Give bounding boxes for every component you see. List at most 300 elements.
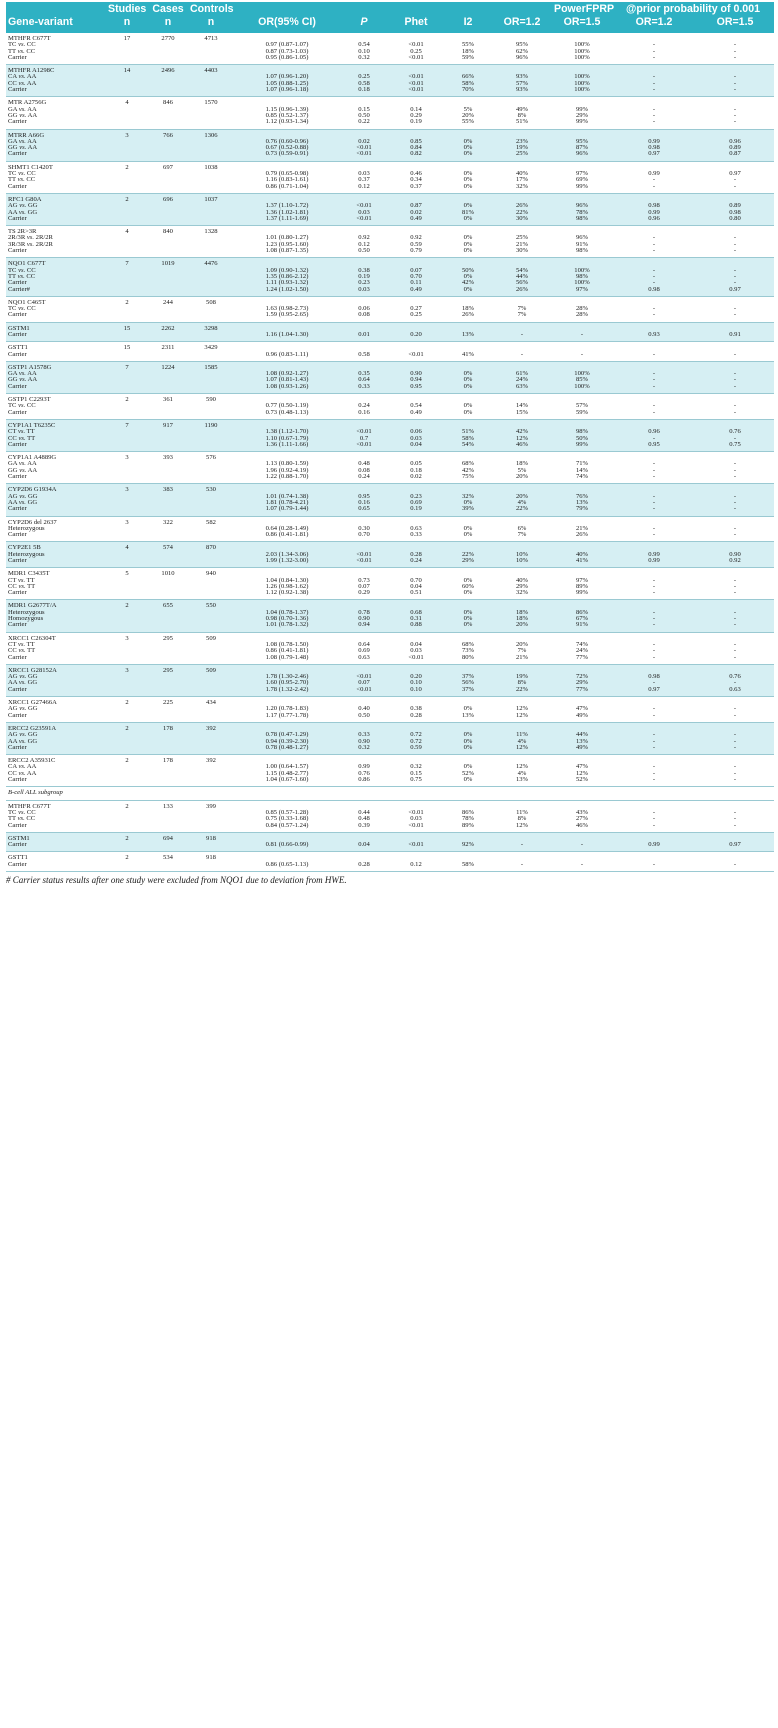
power-or15: 14% xyxy=(575,466,589,474)
comparison-label: CA vs. AA xyxy=(8,763,37,771)
p-value: 0.24 xyxy=(358,402,370,410)
power-or12: 21% xyxy=(515,240,529,248)
p-value: 0.10 xyxy=(358,47,370,55)
power-or12: 17% xyxy=(515,176,529,184)
gene-variant-name: MTR A2756G xyxy=(8,99,47,107)
i2: 0% xyxy=(444,739,492,745)
fprp-or15: - xyxy=(733,247,737,255)
power-or12: 12% xyxy=(492,745,552,755)
power-or15: 95% xyxy=(552,139,612,145)
power-or12: 15% xyxy=(515,408,529,416)
or-ci: 0.98 (0.70-1.36) xyxy=(234,616,340,622)
fprp-or12: - xyxy=(652,589,656,597)
empty-cell xyxy=(106,823,148,833)
power-or12: 14% xyxy=(515,402,529,410)
gene-variant-name: CYP1A1 A4889G xyxy=(8,454,57,462)
fprp-or15: - xyxy=(733,182,737,190)
or-ci: 1.01 (0.74-1.38) xyxy=(234,494,340,500)
cases-count: 574 xyxy=(148,542,188,552)
comparison-label: CT vs. TT xyxy=(6,429,106,435)
table-row xyxy=(6,342,774,352)
phet: 0.31 xyxy=(388,616,444,622)
phet: 0.92 xyxy=(410,234,422,242)
empty-cell xyxy=(106,248,148,258)
fprp-or15: - xyxy=(696,371,774,377)
header-spacer xyxy=(340,2,388,16)
i2: 13% xyxy=(461,711,475,719)
fprp-or15: - xyxy=(696,81,774,87)
fprp-or12: - xyxy=(652,705,656,713)
gene-group xyxy=(6,755,774,787)
table-row xyxy=(6,755,774,765)
comparison-label: Carrier xyxy=(6,216,106,226)
i2: 58% xyxy=(444,436,492,442)
i2: 80% xyxy=(461,653,475,661)
fprp-or15: - xyxy=(733,47,737,55)
fprp-or12: - xyxy=(652,711,656,719)
fprp-or12: - xyxy=(652,763,656,771)
empty-cell xyxy=(148,474,188,484)
table-row xyxy=(6,687,774,697)
empty-cell xyxy=(148,842,188,852)
fprp-or12: - xyxy=(612,74,696,80)
power-or12: 95% xyxy=(515,41,529,49)
p-value: 0.54 xyxy=(358,41,370,49)
controls-count: 3298 xyxy=(188,322,234,332)
power-or12: 57% xyxy=(492,81,552,87)
or-ci: 1.15 (0.48-2.77) xyxy=(265,769,309,777)
fprp-or15: - xyxy=(696,87,774,97)
or-ci: 1.01 (0.80-1.27) xyxy=(265,234,309,242)
fprp-or15: - xyxy=(733,118,737,126)
gene-variant-name: MTHFR C677T xyxy=(8,35,51,42)
power-or12: 29% xyxy=(515,582,529,590)
fprp-or12: - xyxy=(652,821,656,829)
i2: 86% xyxy=(461,808,475,816)
cases-count: 2311 xyxy=(161,344,175,352)
empty-cell xyxy=(188,506,234,516)
fprp-or12: - xyxy=(612,732,696,738)
phet: 0.03 xyxy=(410,647,422,655)
table-row xyxy=(6,506,774,516)
studies-count: 3 xyxy=(125,454,129,462)
p-value: 0.01 xyxy=(340,332,388,342)
empty-cell xyxy=(188,745,234,755)
fprp-or12: - xyxy=(652,47,656,55)
empty-cell xyxy=(106,55,148,65)
power-or12: - xyxy=(492,332,552,342)
or-ci: 1.24 (1.02-1.50) xyxy=(234,287,340,297)
header-i2: I2 xyxy=(444,16,492,33)
phet: 0.59 xyxy=(410,240,422,248)
table-row xyxy=(6,800,774,810)
empty-cell xyxy=(188,332,234,342)
or-ci: 1.07 (0.96-1.18) xyxy=(234,87,340,97)
fprp-or12: - xyxy=(612,87,696,97)
gene-group xyxy=(6,568,774,600)
phet: 0.84 xyxy=(388,145,444,151)
empty-cell xyxy=(106,151,148,161)
i2: 37% xyxy=(444,687,492,697)
i2: 0% xyxy=(463,247,473,255)
comparison-label: CA vs. AA xyxy=(6,74,106,80)
controls-count: 870 xyxy=(188,542,234,552)
p-value: 0.02 xyxy=(340,139,388,145)
phet: 0.12 xyxy=(410,860,422,868)
cases-count: 393 xyxy=(163,454,173,462)
fprp-or12: - xyxy=(652,247,656,255)
controls-count: 582 xyxy=(206,518,216,526)
i2: 78% xyxy=(461,815,475,823)
fprp-or12: - xyxy=(612,506,696,516)
i2: 0% xyxy=(444,274,492,280)
p-value: 0.32 xyxy=(340,745,388,755)
p-value: 0.33 xyxy=(340,732,388,738)
cases-count: 2496 xyxy=(148,65,188,75)
power-or15: 59% xyxy=(575,408,589,416)
header-studies: Studies xyxy=(108,3,147,15)
controls-count: 4476 xyxy=(188,258,234,268)
p-value: 0.99 xyxy=(358,763,370,771)
gene-variant-name: GSTT1 xyxy=(8,854,28,862)
comparison-label: Heterozygous xyxy=(8,524,45,532)
studies-count: 2 xyxy=(125,699,129,707)
empty-cell xyxy=(148,312,188,322)
empty-cell xyxy=(106,558,148,568)
or-ci: 1.81 (0.78-4.21) xyxy=(234,500,340,506)
fprp-or12: - xyxy=(652,524,656,532)
fprp-or12: - xyxy=(652,769,656,777)
comparison-label: Carrier xyxy=(6,558,106,568)
or-ci: 1.22 (0.88-1.70) xyxy=(265,473,309,481)
table-row xyxy=(6,655,774,665)
empty-cell xyxy=(188,410,234,420)
power-or12: 32% xyxy=(515,589,529,597)
comparison-label: Carrier xyxy=(6,384,106,394)
fprp-or12: 0.99 xyxy=(612,558,696,568)
cases-count: 840 xyxy=(163,228,173,236)
power-or12: 54% xyxy=(492,268,552,274)
fprp-or12: - xyxy=(612,610,696,616)
studies-count: 2 xyxy=(106,722,148,732)
empty-cell xyxy=(106,655,148,665)
fprp-or15: - xyxy=(696,74,774,80)
gene-variant-name: CYP1A1 T6235C xyxy=(6,419,106,429)
phet: 0.94 xyxy=(388,377,444,383)
power-or12: 7% xyxy=(517,305,527,313)
power-or12: 18% xyxy=(515,460,529,468)
fprp-or12: - xyxy=(612,436,696,442)
table-row xyxy=(6,352,774,362)
power-or12: 22% xyxy=(492,687,552,697)
controls-count: 590 xyxy=(206,396,216,404)
fprp-or12: - xyxy=(652,576,656,584)
power-or15: 97% xyxy=(575,170,589,178)
i2: 13% xyxy=(444,332,492,342)
p-value: 0.37 xyxy=(358,176,370,184)
phet: 0.70 xyxy=(410,576,422,584)
fprp-or15: - xyxy=(733,240,737,248)
comparison-label: AG vs. GG xyxy=(6,203,106,209)
i2: 0% xyxy=(444,745,492,755)
comparison-label: Carrier xyxy=(6,622,106,632)
fprp-or12: - xyxy=(612,81,696,87)
or-ci: 0.75 (0.33-1.68) xyxy=(265,815,309,823)
p-value: 0.22 xyxy=(358,118,370,126)
gene-variant-name: MDR1 G2677T/A xyxy=(6,600,106,610)
power-or15: 100% xyxy=(574,47,590,55)
power-or15: 91% xyxy=(575,240,589,248)
table-row xyxy=(6,248,774,258)
or-ci: 0.86 (0.41-1.81) xyxy=(265,531,309,539)
i2: 75% xyxy=(461,473,475,481)
or-ci: 1.36 (1.02-1.81) xyxy=(234,210,340,216)
header-phet: Phet xyxy=(388,16,444,33)
table-row xyxy=(6,532,774,542)
fprp-or12: - xyxy=(652,53,656,61)
fprp-or15: 0.80 xyxy=(696,216,774,226)
p-value: 0.78 xyxy=(340,610,388,616)
controls-count: 1037 xyxy=(188,193,234,203)
table-row xyxy=(6,632,774,642)
gene-variant-name: CYP2D6 G1934A xyxy=(6,484,106,494)
power-or12: 21% xyxy=(515,653,529,661)
comparison-label: GA vs. AA xyxy=(6,371,106,377)
p-value: 0.90 xyxy=(340,739,388,745)
fprp-or15: - xyxy=(733,402,737,410)
p-value: 0.04 xyxy=(340,842,388,852)
or-ci: 0.85 (0.52-1.37) xyxy=(265,111,309,119)
or-ci: 1.05 (0.88-1.25) xyxy=(234,81,340,87)
power-or15: 76% xyxy=(552,494,612,500)
power-or15: 40% xyxy=(552,552,612,558)
empty-cell xyxy=(106,184,148,194)
comparison-label: GA vs. AA xyxy=(8,105,37,113)
gene-group xyxy=(6,800,774,832)
fprp-or12: - xyxy=(652,105,656,113)
empty-cell xyxy=(188,590,234,600)
gene-group xyxy=(6,161,774,193)
empty-cell xyxy=(188,842,234,852)
power-or12: 8% xyxy=(517,111,527,119)
i2: 0% xyxy=(444,203,492,209)
or-ci: 1.11 (0.93-1.32) xyxy=(234,280,340,286)
table-row xyxy=(6,97,774,107)
power-or15: 97% xyxy=(552,287,612,297)
phet: 0.02 xyxy=(388,210,444,216)
power-or12: 25% xyxy=(492,151,552,161)
i2: 39% xyxy=(444,506,492,516)
power-or15: 99% xyxy=(575,182,589,190)
i2: 41% xyxy=(461,350,475,358)
fprp-or12: - xyxy=(652,234,656,242)
studies-count: 7 xyxy=(106,361,148,371)
phet: 0.49 xyxy=(410,408,422,416)
power-or15: 29% xyxy=(552,680,612,686)
fprp-or12: 0.98 xyxy=(612,203,696,209)
i2: 58% xyxy=(461,860,475,868)
header-power-or15: OR=1.5 xyxy=(552,16,612,33)
power-or12: 56% xyxy=(492,280,552,286)
gene-group xyxy=(6,258,774,296)
empty-cell xyxy=(188,119,234,129)
power-or12: 46% xyxy=(492,442,552,452)
power-or15: 100% xyxy=(552,74,612,80)
power-or15: - xyxy=(552,842,612,852)
studies-count: 3 xyxy=(125,518,129,526)
comparison-label: GA vs. AA xyxy=(8,460,37,468)
gene-variant-name: ERCC2 G23591A xyxy=(6,722,106,732)
fprp-or12: - xyxy=(612,500,696,506)
comparison-label: Carrier xyxy=(8,311,27,319)
empty-cell xyxy=(148,216,188,226)
gene-variant-name: GSTM1 xyxy=(6,322,106,332)
table-header xyxy=(6,2,774,33)
fprp-or15: - xyxy=(696,500,774,506)
fprp-or15: - xyxy=(733,408,737,416)
empty-cell xyxy=(148,248,188,258)
gene-variant-name: MDR1 C3435T xyxy=(8,570,50,578)
comparison-label: GG vs. AA xyxy=(6,145,106,151)
p-value: <0.01 xyxy=(340,442,388,452)
fprp-or15: - xyxy=(696,739,774,745)
phet: <0.01 xyxy=(408,41,424,49)
fprp-or12: - xyxy=(652,118,656,126)
comparison-label: CC vs. TT xyxy=(8,582,36,590)
power-or12: 49% xyxy=(515,105,529,113)
power-or15: 99% xyxy=(552,442,612,452)
studies-count: 2 xyxy=(125,298,129,306)
header-controls-n: n xyxy=(188,16,234,33)
phet: 0.04 xyxy=(410,582,422,590)
power-or12: 12% xyxy=(515,705,529,713)
i2: 66% xyxy=(444,74,492,80)
power-or15: 67% xyxy=(552,616,612,622)
phet: 0.85 xyxy=(388,139,444,145)
power-or15: 100% xyxy=(552,268,612,274)
cases-count: 697 xyxy=(163,163,173,171)
fprp-or15: - xyxy=(733,860,737,868)
power-or12: 7% xyxy=(517,531,527,539)
gene-variant-name: MTHFR A1298C xyxy=(6,65,106,75)
fprp-or12: - xyxy=(652,653,656,661)
gene-variant-name: CYP2D6 del 2637 xyxy=(8,518,57,526)
p-value: 0.12 xyxy=(358,240,370,248)
cases-count: 2262 xyxy=(148,322,188,332)
comparison-label: TC vs. CC xyxy=(8,305,36,313)
phet: 0.04 xyxy=(410,640,422,648)
fprp-or15: - xyxy=(696,610,774,616)
gene-variant-name: GSTM1 xyxy=(6,832,106,842)
comparison-label: AA vs. GG xyxy=(6,739,106,745)
comparison-label: Homozygous xyxy=(6,616,106,622)
fprp-or12: - xyxy=(652,640,656,648)
cases-count: 696 xyxy=(148,193,188,203)
power-or12: 20% xyxy=(515,473,529,481)
comparison-label: AG vs. GG xyxy=(6,494,106,500)
or-ci: 0.84 (0.57-1.24) xyxy=(265,821,309,829)
or-ci: 1.78 (1.30-2.46) xyxy=(234,674,340,680)
fprp-or15: 0.90 xyxy=(696,552,774,558)
fprp-or12: 0.96 xyxy=(612,429,696,435)
fprp-or15: - xyxy=(733,582,737,590)
empty-cell xyxy=(188,474,234,484)
table-row xyxy=(6,65,774,75)
gene-variant-name: XRCC1 G28152A xyxy=(6,664,106,674)
phet: 0.10 xyxy=(388,687,444,697)
empty-cell xyxy=(106,777,148,787)
fprp-or15: 0.76 xyxy=(696,674,774,680)
p-value: 0.29 xyxy=(358,589,370,597)
empty-cell xyxy=(106,622,148,632)
power-or12: 51% xyxy=(515,118,529,126)
or-ci: 0.64 (0.28-1.49) xyxy=(265,524,309,532)
gene-group xyxy=(6,832,774,852)
gene-variant-name: GSTT1 xyxy=(8,344,28,352)
empty-cell xyxy=(148,687,188,697)
controls-count: 1038 xyxy=(204,163,218,171)
comparison-label: AA vs. GG xyxy=(6,210,106,216)
phet: 0.18 xyxy=(410,466,422,474)
fprp-or12: 0.98 xyxy=(612,674,696,680)
i2: 0% xyxy=(444,622,492,632)
cases-count: 383 xyxy=(148,484,188,494)
fprp-or12: - xyxy=(652,815,656,823)
p-value: <0.01 xyxy=(340,216,388,226)
empty-cell xyxy=(106,216,148,226)
fprp-or15: 0.75 xyxy=(696,442,774,452)
fprp-or15: - xyxy=(733,647,737,655)
fprp-or12: - xyxy=(652,305,656,313)
empty-cell xyxy=(148,410,188,420)
table-row xyxy=(6,697,774,707)
phet: 0.72 xyxy=(388,732,444,738)
fprp-or12: 0.99 xyxy=(648,170,660,178)
empty-cell xyxy=(148,119,188,129)
header-fprp-or15: OR=1.5 xyxy=(696,16,774,33)
header-gene-variant: Gene-variant xyxy=(6,16,106,33)
or-ci: 1.13 (0.80-1.59) xyxy=(265,460,309,468)
or-ci: 1.04 (0.84-1.30) xyxy=(265,576,309,584)
power-or12: 23% xyxy=(492,139,552,145)
i2: 0% xyxy=(463,763,473,771)
fprp-or15: 0.63 xyxy=(696,687,774,697)
phet: 0.95 xyxy=(388,384,444,394)
phet: 0.24 xyxy=(388,558,444,568)
gene-group xyxy=(6,97,774,129)
fprp-or12: - xyxy=(612,384,696,394)
results-table xyxy=(6,2,774,872)
fprp-or15: - xyxy=(696,732,774,738)
power-or15: 100% xyxy=(552,280,612,286)
power-or12: 18% xyxy=(492,610,552,616)
empty-cell xyxy=(188,687,234,697)
or-ci: 1.12 (0.92-1.38) xyxy=(265,589,309,597)
power-or15: 98% xyxy=(552,274,612,280)
power-or12: 26% xyxy=(492,287,552,297)
power-or15: 98% xyxy=(552,216,612,226)
phet: 0.19 xyxy=(388,506,444,516)
empty-cell xyxy=(188,184,234,194)
phet: 0.90 xyxy=(388,371,444,377)
power-or12: 40% xyxy=(515,170,529,178)
or-ci: 0.95 (0.86-1.05) xyxy=(265,53,309,61)
empty-cell xyxy=(148,713,188,723)
comparison-label: Carrier xyxy=(6,842,106,852)
empty-cell xyxy=(106,474,148,484)
comparison-label: Carrier xyxy=(8,589,27,597)
power-or12: 62% xyxy=(515,47,529,55)
